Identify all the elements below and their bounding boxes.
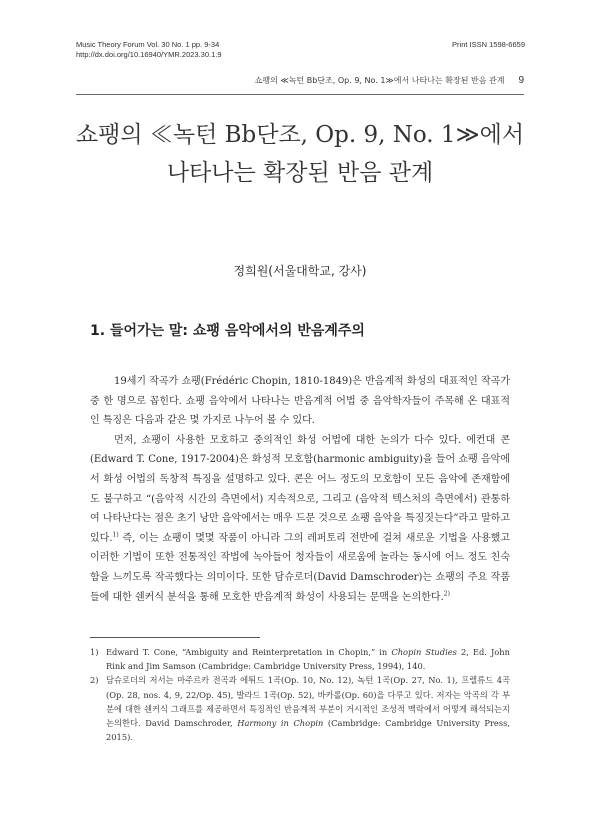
footnote-ref-2[interactable]: 2) xyxy=(443,590,450,598)
header-rule xyxy=(76,94,524,95)
paragraph-2 xyxy=(90,431,510,607)
journal-header xyxy=(76,40,222,60)
article-title xyxy=(60,116,540,192)
footnote-rule xyxy=(90,637,260,638)
author-affiliation: 정희원(서울대학교, 강사) xyxy=(233,264,367,278)
section-heading: 1. 들어가는 말: 쇼팽 음악에서의 반음계주의 xyxy=(90,323,365,339)
footnote-2 xyxy=(90,673,510,744)
running-head xyxy=(255,75,524,86)
paragraph-1: 19세기 작곡가 쇼팽(Frédéric Chopin, 1810-1849)은 반음계적 화성의 대표적인 작곡가 중 한 명으로 꼽힌다. 쇼팽 음악에서 나타나는 반음계적 어법 중 음악학자들이 주목해 온 대표적인 특징은 다음과 같은 몇 가지로 나누어 볼 수 있다. xyxy=(90,376,510,427)
title-line-1: 쇼팽의 ≪녹턴 Bb단조, Op. 9, No. 1≫에서 xyxy=(75,122,525,148)
footnote-number: 2) xyxy=(90,675,99,686)
journal-citation: Music Theory Forum Vol. 30 No. 1 pp. 9-34 xyxy=(76,40,220,49)
footnote-text: 담슈로더의 저서는 마주르카 전곡과 에튀드 1곡(Op. 10, No. 12), 녹턴 1곡(Op. 27, No. 1), 프렐류드 4곡(Op. 28, nos. 4, 9, 22/Op. 45), 발라드 1곡(Op. 52), 바카롤(Op. 60)을 다루고 있다. 저자는 악곡의 각 부분에 대한 쉔커식 그래프를 제공하면서 특징적인 반음계적 부분이 거시적인 조성적 맥락에서 어떻게 해석되는지 논의한다. David Damschroder, Harmony in Chopin (Cambridge: Cambridge University Press, 2015). xyxy=(106,675,510,743)
book-title: Harmony in Chopin xyxy=(237,718,324,729)
footnote-number: 1) xyxy=(90,647,99,657)
title-line-2: 나타나는 확장된 반음 관계 xyxy=(166,160,434,186)
doi-link[interactable]: http://dx.doi.org/10.16940/YMR.2023.30.1.9 xyxy=(76,50,222,59)
footnote-text: Edward T. Cone, “Ambiguity and Reinterpretation in Chopin,” in Chopin Studies 2, Ed. John Rink and Jim Samson (Cambridge: Cambridge University Press, 1994), 140. xyxy=(106,647,510,672)
running-head-title: 쇼팽의 ≪녹턴 Bb단조, Op. 9, No. 1≫에서 나타나는 확장된 반음 관계 xyxy=(254,76,505,85)
body-text xyxy=(90,372,510,607)
paragraph-2-text-b: 즉, 이는 쇼팽이 몇몇 작품이 아니라 그의 레퍼토리 전반에 걸쳐 새로운 기법을 사용했고 이러한 기법이 또한 전통적인 작법에 녹아들어 청자들이 새로움에 놀라는 동시에 어느 정도 친숙함을 느끼도록 작곡했다는 의미이다. 또한 담슈로더(David Damschroder)는 쇼팽의 주요 작품들에 대한 쉔커식 분석을 통해 모호한 반음계적 화성이 사용되는 문맥을 논의한다. xyxy=(90,532,510,603)
footnote-1 xyxy=(90,645,510,673)
book-title: Chopin Studies xyxy=(391,647,457,657)
footnotes xyxy=(90,645,510,744)
issn: Print ISSN 1598-6659 xyxy=(452,40,525,49)
paragraph-2-text-a: 먼저, 쇼팽이 사용한 모호하고 중의적인 화성 어법에 대한 논의가 다수 있다. 에컨대 콘(Edward T. Cone, 1917-2004)은 화성적 모호함(harmonic ambiguity)을 들어 쇼팽 음악에서 화성 어법의 독창적 특징을 설명하고 있다. 콘은 어느 정도의 모호함이 모든 음악에 존재함에도 불구하고 “(음악적 시간의 측면에서) 지속적으로, 그리고 (음악적 텍스처의 측면에서) 관통하여 나타난다는 점은 초기 낭만 음악에서는 매우 드문 것으로 쇼팽 음악을 특징짓는다”라고 말하고 있다. xyxy=(90,434,510,544)
footnote-ref-1[interactable]: 1) xyxy=(112,531,119,539)
page-number: 9 xyxy=(518,75,524,86)
